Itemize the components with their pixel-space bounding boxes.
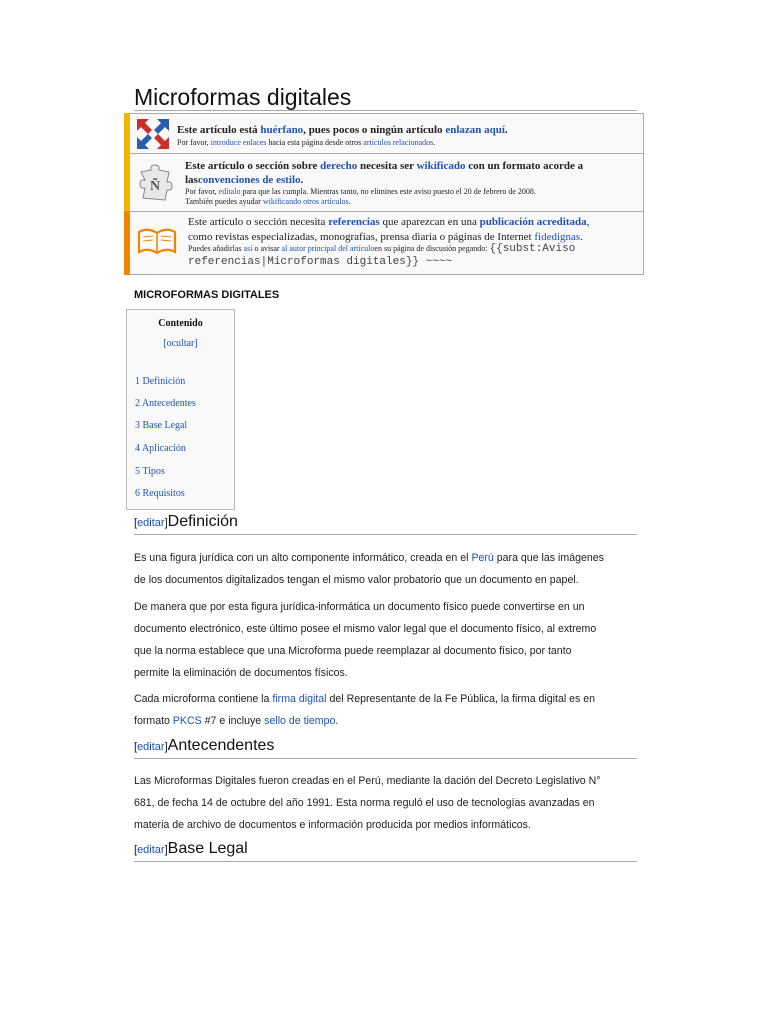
paragraph: Las Microformas Digitales fueron creadas en el Perú, mediante la dación del Decreto Legislativo N° 681, de fecha 14 de octubre del año 1991. Esta norma reguló el uso de tecnologías avanzadas en materia de archivo de documentos e información producida por medios informáticos. — [134, 775, 601, 831]
open-book-icon — [135, 224, 179, 263]
notice-text: . — [580, 231, 583, 243]
notice-text: Este artículo o sección sobre — [185, 160, 321, 172]
notice-subtext: Por favor, — [177, 138, 211, 147]
notice-subtext: Por favor, — [185, 187, 219, 196]
wikificado-link[interactable]: wikificado — [416, 160, 466, 172]
page-title: Microformas digitales — [134, 84, 352, 110]
toc-item-requisitos[interactable]: 6 Requisitos — [135, 488, 185, 499]
fidedignas-link[interactable]: fidedignas — [534, 231, 581, 243]
sello-de-tiempo-link[interactable]: sello de tiempo — [264, 715, 336, 727]
notice-subtext: . — [433, 138, 436, 147]
peru-link[interactable]: Perú — [471, 552, 494, 564]
referencias-link[interactable]: referencias — [328, 216, 380, 228]
notice-color-bar — [124, 211, 130, 275]
notice-subtext: en su página de discusión pegando: — [374, 244, 490, 253]
title-divider — [134, 110, 637, 111]
toc-title: Contenido — [158, 318, 203, 329]
section-divider — [134, 861, 637, 862]
firma-digital-link[interactable]: firma digital — [272, 693, 327, 705]
edit-link[interactable]: [editar] — [134, 517, 168, 529]
orphan-notice — [124, 113, 644, 154]
notice-subtext: Puedes añadirlas — [188, 244, 244, 253]
notice-subtext: o avisar — [252, 244, 282, 253]
publicacion-acreditada-link[interactable]: publicación acreditada — [479, 216, 587, 228]
wikify-notice — [124, 153, 644, 212]
notice-text: como revistas especializadas, monografías, prensa diaria o páginas de Internet — [188, 231, 535, 243]
pkcs-link[interactable]: PKCS — [172, 715, 202, 727]
section-heading-antecedentes: [editar]Antecendentes — [134, 737, 275, 754]
section-heading-base-legal: [editar]Base Legal — [134, 840, 248, 857]
notice-text: , pues pocos o ningún artículo — [303, 124, 446, 136]
template-code: referencias|Microformas digitales}} ~~~~ — [188, 256, 453, 268]
toc-item-antecedentes[interactable]: 2 Antecedentes — [135, 398, 196, 409]
template-code: {{subst:Aviso — [489, 243, 576, 255]
derecho-link[interactable]: derecho — [320, 160, 358, 172]
notice-subtext: hacia esta página desde otros — [266, 138, 364, 147]
notice-color-bar — [124, 153, 130, 212]
notice-text: Este artículo o sección necesita — [188, 216, 329, 228]
notice-color-bar — [124, 113, 130, 154]
section-heading-definicion: [editar]Definición — [134, 513, 238, 530]
edit-link[interactable]: [editar] — [134, 741, 168, 753]
svg-text:Ñ: Ñ — [149, 179, 161, 194]
paragraph: De manera que por esta figura jurídica-informática un documento físico puede convertirse en un documento electrónico, este último posee el mismo valor legal que el documento físico, al extremo que la norma establece que una Microforma puede reemplazar al documento físico, por tanto permite la eliminación de documentos físicos. — [134, 601, 597, 679]
editalo-link[interactable]: edítalo — [218, 187, 241, 196]
notice-text: con un formato acorde a las — [185, 160, 584, 186]
paragraph: Cada microforma contiene la firma digital del Representante de la Fe Pública, la firma digital es en formato PKCS #7 e incluye sello de tiempo. — [134, 693, 596, 727]
notice-subtext: . — [348, 197, 351, 206]
notice-text: . — [300, 174, 304, 186]
puzzle-icon — [135, 164, 175, 207]
references-notice — [124, 211, 644, 275]
autor-principal-link[interactable]: al autor principal del artículo — [281, 244, 375, 253]
notice-text: Este artículo está — [177, 124, 261, 136]
toc-item-aplicacion[interactable]: 4 Aplicación — [135, 443, 186, 454]
notice-text: , — [586, 216, 590, 228]
notice-subtext: También puedes ayudar — [185, 197, 263, 206]
paragraph: Es una figura jurídica con un alto componente informático, creada en el Perú para que las imágenes de los documentos digitalizados tengan el mismo valor probatorio que un documento en papel. — [134, 552, 604, 586]
section-divider — [134, 758, 637, 759]
table-of-contents — [126, 309, 235, 510]
toc-item-tipos[interactable]: 5 Tipos — [135, 466, 165, 477]
wikificando-link[interactable]: wikificando otros artículos — [262, 197, 349, 206]
toc-hide-toggle[interactable]: [ocultar] — [163, 338, 198, 349]
notice-subtext: para que las cumpla. Mientras tanto, no elimines este aviso puesto el 20 de febrero de 2008. — [240, 187, 536, 196]
convenciones-link[interactable]: convenciones de estilo — [197, 174, 301, 186]
toc-item-definicion[interactable]: 1 Definición — [135, 376, 186, 387]
introduce-enlaces-link[interactable]: introduce enlaces — [210, 138, 267, 147]
orphan-arrows-icon — [135, 117, 171, 156]
edit-link[interactable]: [editar] — [134, 844, 168, 856]
enlazan-aqui-link[interactable]: enlazan aquí — [445, 124, 505, 136]
notice-text: que aparezcan en una — [379, 216, 480, 228]
notice-text: necesita ser — [357, 160, 417, 172]
notice-text: . — [504, 124, 508, 136]
toc-item-base-legal[interactable]: 3 Base Legal — [135, 420, 188, 431]
asi-link[interactable]: así — [243, 244, 253, 253]
plain-heading: MICROFORMAS DIGITALES — [134, 289, 280, 301]
articulos-relacionados-link[interactable]: artículos relacionados — [363, 138, 434, 147]
section-divider — [134, 534, 637, 535]
huerfano-link[interactable]: huérfano — [260, 124, 304, 136]
